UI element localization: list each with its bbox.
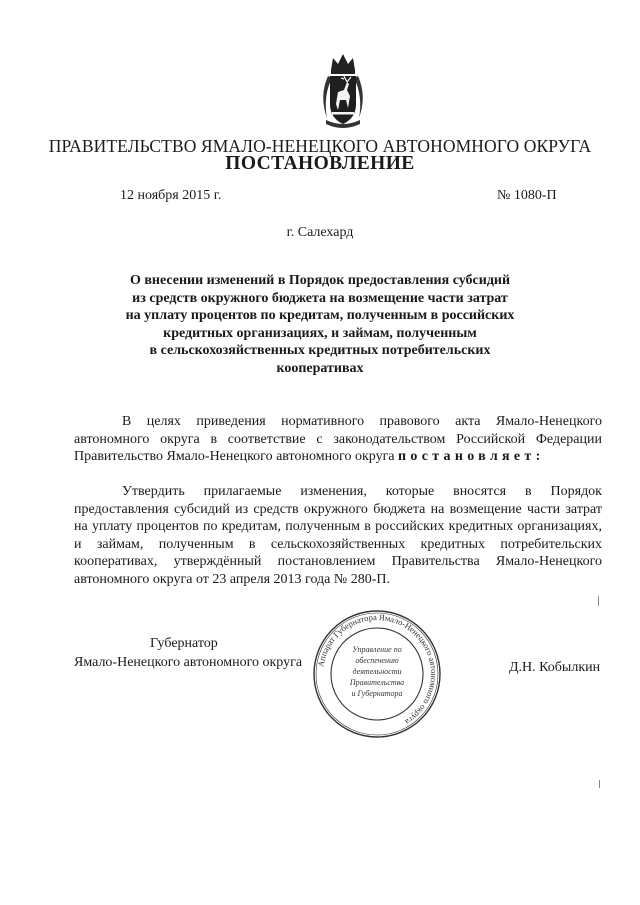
- subject-line: кооперативах: [276, 360, 364, 376]
- body-paragraph-resolution: Утвердить прилагаемые изменения, которые вносятся в Порядок предоставления субсидий из средств окружного бюджета на возмещение части затрат на уплату процентов по кредитам, полученным в российских кредитных организациях, и займам, полученным в сельскохозяйственных кредитных потребительских кооперативах, утверждённый постановлением Правительства Ямало-Ненецкого автономного округа от 23 апреля 2013 года № 280-П.: [74, 484, 602, 587]
- stamp-inner-line: Управление по: [352, 645, 402, 654]
- signatory-title-line2: Ямало-Ненецкого автономного округа: [74, 655, 303, 670]
- document-date: 12 ноября 2015 г.: [120, 188, 222, 203]
- subject-line: на уплату процентов по кредитам, полученным в российских: [125, 308, 515, 323]
- scan-mark: [598, 596, 599, 606]
- subject-line: из средств окружного бюджета на возмещение части затрат: [132, 290, 508, 306]
- document-subject: [100, 272, 540, 377]
- stamp-ring-text: Аппарат Губернатора Ямало-Ненецкого автономного округа: [315, 611, 440, 728]
- subject-line: О внесении изменений в Порядок предоставления субсидий: [129, 273, 511, 288]
- preamble-text: В целях приведения нормативного правового акта Ямало-Ненецкого автономного округа в соответствие с законодательством Российской Федерации Правительство Ямало-Ненецкого автономного округа: [74, 414, 602, 465]
- document-type-heading: ПОСТАНОВЛЕНИЕ: [225, 153, 415, 174]
- resolves-keyword: постановляет:: [398, 449, 545, 465]
- scan-mark: [599, 780, 600, 788]
- subject-line: в сельскохозяйственных кредитных потребительских: [149, 343, 491, 358]
- stamp-inner-line: Правительства: [349, 678, 405, 687]
- stamp-inner-line: обеспечению: [355, 656, 399, 665]
- stamp-inner-line: деятельности: [352, 667, 402, 676]
- signatory-title: [74, 634, 314, 672]
- body-paragraph-preamble: [74, 413, 602, 466]
- document-city: г. Салехард: [286, 225, 354, 240]
- stamp-inner-line: и Губернатора: [351, 689, 403, 698]
- document-number: № 1080-П: [497, 188, 557, 203]
- government-title: ПРАВИТЕЛЬСТВО ЯМАЛО-НЕНЕЦКОГО АВТОНОМНОГО ОКРУГА: [48, 136, 592, 156]
- signatory-title-line1: Губернатор: [150, 636, 218, 651]
- subject-line: кредитных организациях, и займам, полученным: [163, 325, 477, 341]
- coat-of-arms-icon: [318, 52, 368, 128]
- official-stamp: [311, 608, 443, 740]
- signatory-name: Д.Н. Кобылкин: [509, 660, 601, 675]
